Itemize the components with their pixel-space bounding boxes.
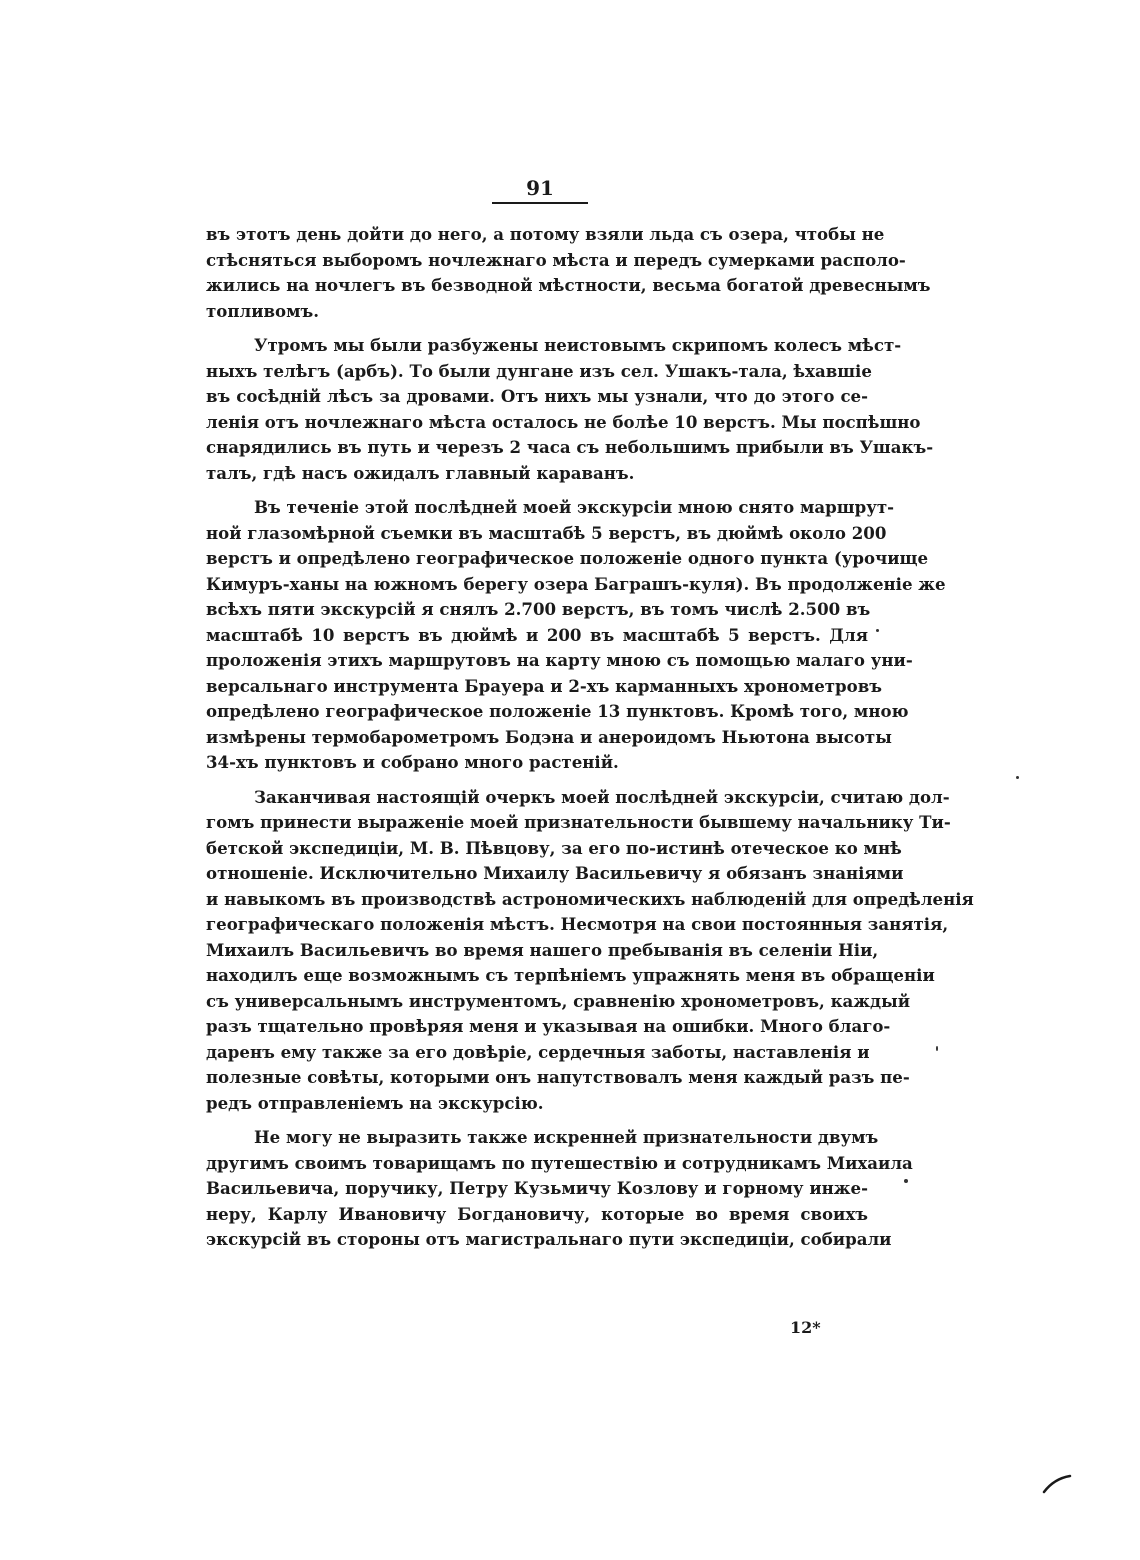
paragraph-2 [206, 333, 934, 486]
text-line: съ универсальнымъ инструментомъ, сравненію хронометровъ, каждый [206, 990, 911, 1011]
scan-speck [876, 629, 879, 632]
text-line: Васильевича, поручику, Петру Кузьмичу Козлову и горному инже- [206, 1178, 868, 1198]
text-line: и навыкомъ въ производствѣ астрономическихъ наблюденій для опредѣленія [206, 888, 974, 909]
text-line: талъ, гдѣ насъ ожидалъ главный караванъ. [206, 462, 635, 483]
text-line: жились на ночлегъ въ безводной мѣстности, весьма богатой древеснымъ [206, 275, 931, 295]
page-number-rule [492, 202, 588, 204]
paragraph-3 [206, 495, 946, 776]
text-line: снарядились въ путь и черезъ 2 часа съ небольшимъ прибыли въ Ушакъ- [206, 437, 934, 457]
text-line: измѣрены термобарометромъ Бодэна и анероидомъ Ньютона высоты [206, 726, 892, 747]
text-line: редъ отправленіемъ на экскурсію. [206, 1092, 544, 1113]
text-line: опредѣлено географическое положеніе 13 пунктовъ. Кромѣ того, мною [206, 701, 909, 721]
scan-speck [1016, 776, 1019, 779]
text-line: Михаилъ Васильевичъ во время нашего пребыванія въ селеніи Ніи, [206, 939, 879, 960]
page-number: 91 [526, 176, 554, 200]
text-line: разъ тщательно провѣряя меня и указывая на ошибки. Много благо- [206, 1016, 891, 1036]
text-line: масштабѣ 10 верстъ въ дюймѣ и 200 въ масштабѣ 5 верстъ. Для [206, 624, 868, 645]
text-line: всѣхъ пяти экскурсій я снялъ 2.700 верстъ, въ томъ числѣ 2.500 въ [206, 599, 871, 619]
text-line: ленія отъ ночлежнаго мѣста осталось не болѣе 10 верстъ. Мы поспѣшно [206, 411, 921, 432]
text-line: отношеніе. Исключительно Михаилу Васильевичу я обязанъ знаніями [206, 863, 904, 883]
text-line: неру, Карлу Ивановичу Богдановичу, которые во время своихъ [206, 1203, 868, 1224]
text-line: проложенія этихъ маршрутовъ на карту мною съ помощью малаго уни- [206, 650, 913, 670]
text-line: ной глазомѣрной съемки въ масштабѣ 5 верстъ, въ дюймѣ около 200 [206, 522, 887, 543]
text-line: Утромъ мы были разбужены неистовымъ скрипомъ колесъ мѣст- [254, 335, 902, 355]
text-line: другимъ своимъ товарищамъ по путешествію и сотрудникамъ Михаила [206, 1152, 913, 1173]
scan-speck [904, 1179, 908, 1183]
text-line: Заканчивая настоящій очеркъ моей послѣдней экскурсіи, считаю дол- [254, 786, 950, 807]
text-line: Кимуръ-ханы на южномъ берегу озера Баграшъ-куля). Въ продолженіе же [206, 573, 946, 594]
scan-speck [936, 1046, 938, 1051]
paragraph-4 [206, 785, 974, 1117]
text-line: полезные совѣты, которыми онъ напутствовалъ меня каждый разъ пе- [206, 1067, 910, 1087]
text-line: 34-хъ пунктовъ и собрано много растеній. [206, 752, 619, 772]
paragraph-5 [206, 1125, 913, 1253]
text-line: ныхъ телѣгъ (арбъ). То были дунгане изъ сел. Ушакъ-тала, ѣхавшіе [206, 360, 872, 381]
text-line: бетской экспедиціи, М. В. Пѣвцову, за его по-истинѣ отеческое ко мнѣ [206, 837, 902, 858]
text-line: версальнаго инструмента Брауера и 2-хъ карманныхъ хронометровъ [206, 675, 882, 696]
text-line: экскурсій въ стороны отъ магистральнаго пути экспедиціи, собирали [206, 1229, 892, 1249]
text-line: стѣсняться выборомъ ночлежнаго мѣста и передъ сумерками располо- [206, 249, 906, 270]
text-line: гомъ принести выраженіе моей признательности бывшему начальнику Ти- [206, 812, 951, 832]
scan-scratch [1040, 1470, 1074, 1496]
signature-mark: 12* [790, 1318, 821, 1337]
text-line: въ этотъ день дойти до него, а потому взяли льда съ озера, чтобы не [206, 224, 885, 244]
paragraph-1 [206, 222, 931, 324]
text-line: находилъ еще возможнымъ съ терпѣніемъ упражнять меня въ обращеніи [206, 965, 935, 985]
text-line: географическаго положенія мѣстъ. Несмотря на свои постоянныя занятія, [206, 914, 949, 934]
text-line: топливомъ. [206, 300, 320, 321]
text-line: даренъ ему также за его довѣріе, сердечныя заботы, наставленія и [206, 1041, 870, 1062]
text-line: Въ теченіе этой послѣдней моей экскурсіи мною снято маршрут- [254, 497, 894, 517]
text-line: въ сосѣдній лѣсъ за дровами. Отъ нихъ мы узнали, что до этого се- [206, 386, 868, 406]
body-text [206, 222, 974, 1253]
text-line: верстъ и опредѣлено географическое положеніе одного пункта (урочище [206, 548, 929, 568]
text-line: Не могу не выразить также искренней признательности двумъ [254, 1127, 879, 1147]
